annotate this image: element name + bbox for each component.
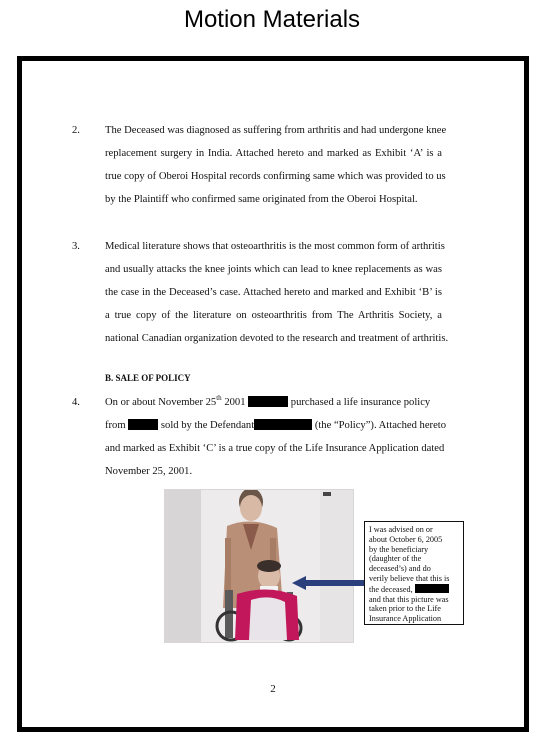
callout-line: the deceased, — [369, 584, 459, 595]
page-title: Motion Materials — [183, 6, 361, 33]
paragraph-line: true copy of Oberoi Hospital records confirming same which was provided to us — [105, 171, 446, 182]
callout-line: about October 6, 2005 — [369, 534, 443, 544]
redaction-block — [254, 419, 312, 430]
page-number: 2 — [270, 683, 276, 695]
callout-line: and that this picture was — [369, 594, 449, 604]
paragraph-line: the case in the Deceased’s case. Attached hereto and marked and Exhibit ‘B’ is — [105, 287, 442, 298]
redaction-block — [415, 584, 449, 593]
callout-line: I was advised on or — [369, 525, 433, 534]
section-heading: B. SALE OF POLICY — [105, 373, 191, 383]
paragraph-line: Medical literature shows that osteoarthritis is the most common form of arthritis — [105, 241, 445, 252]
redaction-block — [248, 396, 288, 407]
paragraph-line: On or about November 25th 2001 purchased a life insurance policy — [105, 394, 431, 408]
exhibit-photo — [164, 489, 354, 643]
callout-line: taken prior to the Life — [369, 604, 441, 614]
paragraph-line: November 25, 2001. — [105, 466, 193, 477]
callout-line: Insurance Application — [369, 614, 442, 624]
paragraph-line: and marked as Exhibit ‘C’ is a true copy of the Life Insurance Application dated — [105, 443, 445, 454]
callout-line: (daughter of the — [369, 554, 422, 564]
paragraph-number: 4. — [72, 397, 80, 408]
paragraph-line: a true copy of the literature on osteoarthritis from The Arthritis Society, a — [105, 310, 442, 321]
paragraph-line: replacement surgery in India. Attached hereto and marked as Exhibit ‘A’ is a — [105, 148, 442, 159]
callout-line: verily believe that this is — [369, 573, 450, 583]
redaction-block — [128, 419, 158, 430]
paragraph-line: from sold by the Defendant (the “Policy”). Attached hereto — [105, 420, 447, 431]
photo-illustration — [165, 490, 353, 642]
paragraph-line: The Deceased was diagnosed as suffering from arthritis and had undergone knee — [105, 125, 447, 136]
callout-line: by the beneficiary — [369, 544, 429, 554]
callout-line: deceased’s) and do — [369, 564, 431, 574]
callout-box — [364, 521, 464, 625]
pointer-arrow-icon — [292, 575, 366, 591]
paragraph-line: national Canadian organization devoted to the research and treatment of arthritis. — [105, 333, 449, 344]
paragraph-number: 3. — [72, 241, 80, 252]
paragraph-line: by the Plaintiff who confirmed same originated from the Oberoi Hospital. — [105, 194, 418, 205]
document-page — [17, 56, 529, 732]
paragraph-number: 2. — [72, 125, 80, 136]
paragraph-line: and usually attacks the knee joints which can lead to knee replacements as was — [105, 264, 442, 275]
